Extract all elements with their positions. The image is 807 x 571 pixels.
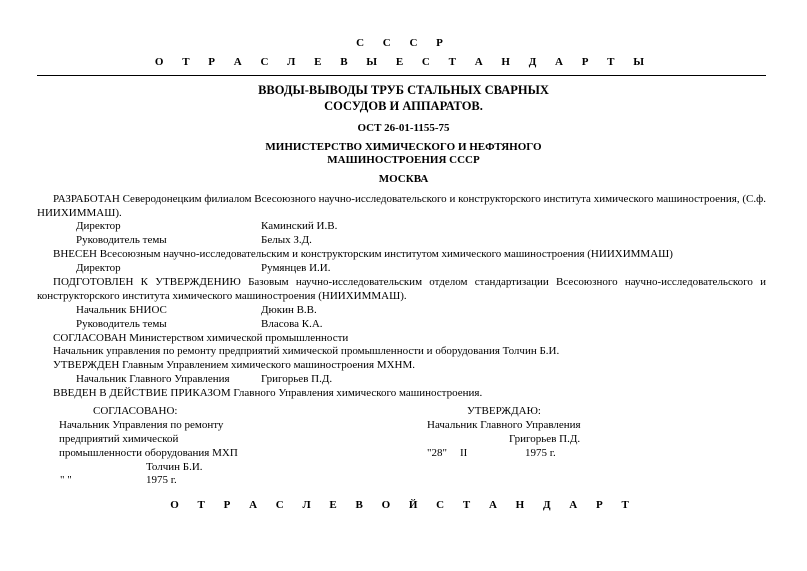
approved-line: УТВЕРЖДЕН Главным Управлением химического машиностроения МХНМ.	[53, 359, 416, 371]
intro-director-name: Румянцев И.И.	[261, 262, 331, 274]
document-title-line1: ВВОДЫ-ВЫВОДЫ ТРУБ СТАЛЬНЫХ СВАРНЫХ	[258, 83, 549, 97]
developed-paragraph: РАЗРАБОТАН Северодонецким филиалом Всесоюзного научно-исследовательского и конструкторского института химического машиностроения, (С.ф. НИИХИММАШ).	[37, 193, 766, 219]
prep-chief-name: Дюкин В.В.	[261, 304, 317, 316]
agreed-signature-heading: СОГЛАСОВАНО:	[93, 405, 178, 417]
agreed-signature-line1: Начальник Управления по ремонту	[59, 419, 224, 431]
agreed-signature-year: 1975 г.	[146, 474, 177, 486]
prep-chief-label: Начальник БНИОС	[76, 304, 167, 316]
approval-signature-year: 1975 г.	[525, 447, 556, 459]
approval-signature-name: Григорьев П.Д.	[509, 433, 581, 445]
header-divider	[37, 75, 766, 76]
prep-head-name: Власова К.А.	[261, 318, 323, 330]
dev-head-name: Белых З.Д.	[261, 234, 312, 246]
standard-footer-heading: О Т Р А С Л Е В О Й С Т А Н Д А Р Т	[170, 499, 637, 511]
agreed-signature-date-quotes: " "	[60, 474, 72, 486]
agreed-chief-line: Начальник управления по ремонту предприятий химической промышленности и оборудования Толчин Б.И.	[53, 345, 560, 357]
country-header: С С С Р	[356, 37, 451, 49]
agreed-signature-line3: промышленности оборудования МХП	[59, 447, 238, 459]
dev-head-label: Руководитель темы	[76, 234, 167, 246]
dev-director-label: Директор	[76, 220, 121, 232]
standard-code: ОСТ 26-01-1155-75	[357, 122, 450, 134]
city: МОСКВА	[378, 173, 429, 185]
agreed-line: СОГЛАСОВАН Министерством химической промышленности	[53, 332, 349, 344]
dev-director-name: Каминский И.В.	[261, 220, 338, 232]
approval-signature-day: "28"	[427, 447, 447, 459]
approved-chief-label: Начальник Главного Управления	[76, 373, 230, 385]
approval-signature-heading: УТВЕРЖДАЮ:	[467, 405, 541, 417]
document-title-line2: СОСУДОВ И АППАРАТОВ.	[324, 99, 483, 113]
agreed-signature-name: Толчин Б.И.	[146, 461, 203, 473]
series-header: О Т Р А С Л Е В Ы Е С Т А Н Д А Р Т Ы	[154, 56, 653, 68]
approval-signature-line1: Начальник Главного Управления	[427, 419, 581, 431]
prepared-paragraph: ПОДГОТОВЛЕН К УТВЕРЖДЕНИЮ Базовым научно-исследовательским отделом стандартизации Всесоюзного научно-исследовательского и конструкторского института химического машиностроения (НИИХИММАШ).	[37, 276, 766, 302]
ministry-line1: МИНИСТЕРСТВО ХИМИЧЕСКОГО И НЕФТЯНОГО	[265, 141, 542, 153]
approved-chief-name: Григорьев П.Д.	[261, 373, 333, 385]
agreed-signature-line2: предприятий химической	[59, 433, 179, 445]
enacted-line: ВВЕДЕН В ДЕЙСТВИЕ ПРИКАЗОМ Главного Управления химического машиностроения.	[53, 387, 483, 399]
approval-signature-month: II	[460, 447, 468, 459]
introduced-line: ВНЕСЕН Всесоюзным научно-исследовательским и конструкторским институтом химического машиностроения (НИИХИММАШ)	[53, 248, 673, 260]
ministry-line2: МАШИНОСТРОЕНИЯ СССР	[327, 154, 480, 166]
prep-head-label: Руководитель темы	[76, 318, 167, 330]
intro-director-label: Директор	[76, 262, 121, 274]
